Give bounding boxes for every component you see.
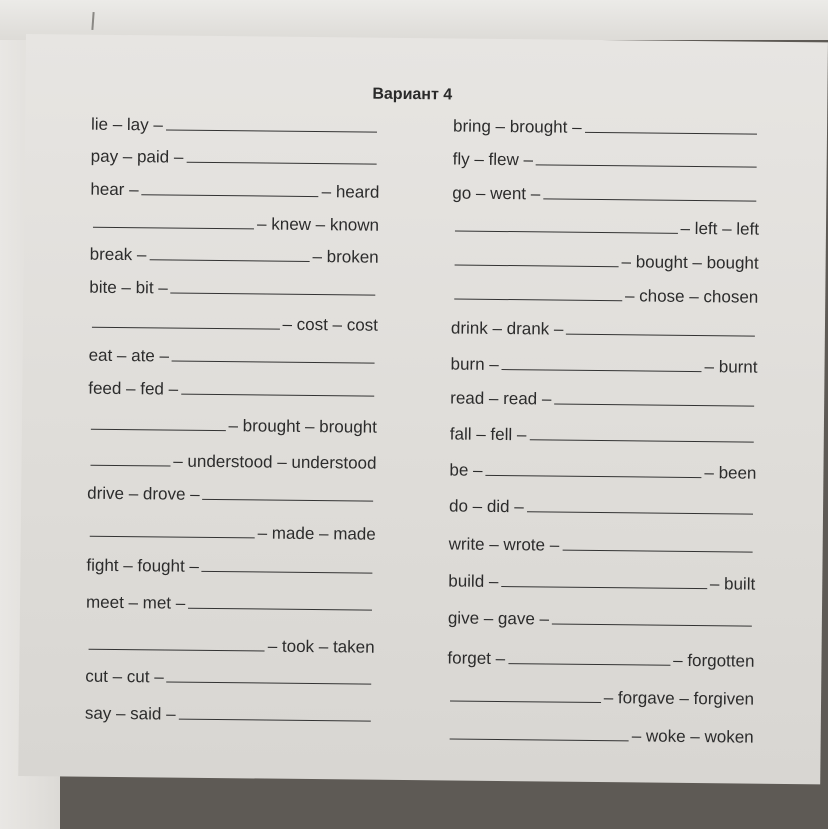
verb-form-text: eat – ate – bbox=[88, 345, 170, 366]
verb-form-text: meet – met – bbox=[85, 592, 186, 613]
verb-row bbox=[452, 181, 759, 206]
answer-blank[interactable] bbox=[529, 438, 753, 442]
verb-form-text: go – went – bbox=[452, 183, 541, 204]
answer-blank[interactable] bbox=[485, 474, 701, 478]
verb-row bbox=[86, 554, 375, 579]
answer-blank[interactable] bbox=[566, 333, 755, 337]
verb-row bbox=[87, 520, 376, 545]
verb-form-text: burn – bbox=[450, 354, 499, 374]
answer-blank[interactable] bbox=[554, 403, 754, 407]
answer-blank[interactable] bbox=[142, 193, 319, 197]
verb-form-text: bring – brought – bbox=[452, 116, 582, 137]
answer-blank[interactable] bbox=[166, 128, 377, 132]
answer-blank[interactable] bbox=[93, 226, 254, 230]
answer-blank[interactable] bbox=[90, 464, 170, 467]
answer-blank[interactable] bbox=[179, 718, 371, 722]
verb-form-text: – burnt bbox=[704, 357, 758, 377]
answer-blank[interactable] bbox=[181, 393, 374, 397]
verb-form-text: lie – lay – bbox=[90, 114, 163, 135]
verb-form-text: – woke – woken bbox=[631, 726, 754, 747]
verb-form-text: fall – fell – bbox=[449, 424, 527, 445]
verb-form-text: – chose – chosen bbox=[624, 286, 759, 307]
verb-row bbox=[85, 665, 374, 690]
answer-blank[interactable] bbox=[89, 648, 265, 652]
answer-blank[interactable] bbox=[92, 326, 280, 330]
verb-form-text: – been bbox=[704, 463, 757, 483]
verb-form-text: do – did – bbox=[448, 496, 524, 517]
verb-row bbox=[453, 114, 760, 139]
verb-form-text: bite – bit – bbox=[89, 277, 168, 298]
answer-blank[interactable] bbox=[171, 292, 376, 296]
verb-form-text: – forgotten bbox=[673, 650, 755, 671]
verb-row bbox=[447, 722, 754, 747]
answer-blank[interactable] bbox=[188, 607, 372, 611]
answer-blank[interactable] bbox=[527, 510, 753, 514]
verb-row bbox=[90, 243, 379, 268]
verb-row bbox=[452, 214, 759, 239]
verb-row bbox=[89, 344, 378, 369]
verb-row bbox=[451, 282, 758, 307]
verb-row bbox=[87, 482, 376, 507]
verb-row bbox=[448, 606, 755, 631]
answer-blank[interactable] bbox=[203, 498, 374, 502]
verb-row bbox=[89, 276, 378, 301]
verb-form-text: break – bbox=[89, 244, 147, 265]
answer-blank[interactable] bbox=[508, 662, 670, 666]
answer-blank[interactable] bbox=[450, 699, 601, 703]
verb-row bbox=[450, 386, 757, 411]
verb-form-text: be – bbox=[449, 460, 483, 480]
answer-blank[interactable] bbox=[90, 535, 255, 539]
verb-row bbox=[90, 178, 379, 203]
verb-row bbox=[447, 684, 754, 709]
verb-form-text: drink – drank – bbox=[450, 318, 564, 339]
verb-row bbox=[85, 702, 374, 727]
verb-form-text: read – read – bbox=[450, 388, 552, 409]
verb-form-text: fight – fought – bbox=[86, 555, 200, 576]
verb-row bbox=[450, 352, 757, 377]
answer-blank[interactable] bbox=[167, 681, 372, 685]
verb-row bbox=[449, 532, 756, 557]
answer-blank[interactable] bbox=[450, 737, 629, 741]
verb-form-text: fly – flew – bbox=[452, 149, 534, 170]
verb-form-text: build – bbox=[448, 571, 499, 591]
verb-form-text: – left – left bbox=[680, 218, 760, 239]
verb-form-text: write – wrote – bbox=[448, 534, 560, 555]
answer-blank[interactable] bbox=[536, 163, 757, 167]
worksheet-title: Вариант 4 bbox=[372, 85, 453, 104]
verb-form-text: give – gave – bbox=[447, 608, 550, 629]
verb-form-text: – bought – bought bbox=[621, 252, 759, 273]
answer-blank[interactable] bbox=[202, 570, 373, 574]
verb-row bbox=[449, 494, 756, 519]
verb-form-text: pay – paid – bbox=[90, 146, 184, 167]
verb-row bbox=[451, 316, 758, 341]
verb-row bbox=[88, 377, 377, 402]
verb-row bbox=[447, 646, 754, 671]
answer-blank[interactable] bbox=[172, 360, 375, 364]
verb-row bbox=[86, 591, 375, 616]
answer-blank[interactable] bbox=[91, 428, 226, 431]
verb-form-text: say – said – bbox=[84, 703, 176, 724]
verb-form-text: – heard bbox=[321, 182, 380, 202]
verb-form-text: – understood – understood bbox=[173, 451, 377, 473]
verb-form-text: – brought – brought bbox=[228, 416, 378, 437]
verb-form-text: – made – made bbox=[257, 523, 376, 544]
verb-row bbox=[448, 569, 755, 594]
background-top bbox=[0, 0, 828, 40]
answer-blank[interactable] bbox=[149, 258, 309, 262]
answer-blank[interactable] bbox=[585, 131, 757, 135]
verb-form-text: – forgave – forgiven bbox=[603, 688, 755, 709]
verb-form-text: – knew – known bbox=[257, 214, 380, 235]
answer-blank[interactable] bbox=[552, 623, 752, 627]
verb-row bbox=[91, 145, 380, 170]
answer-blank[interactable] bbox=[186, 161, 376, 165]
worksheet-page bbox=[18, 34, 828, 784]
verb-form-text: forget – bbox=[447, 648, 506, 669]
verb-row bbox=[90, 211, 379, 236]
verb-row bbox=[91, 113, 380, 138]
answer-blank[interactable] bbox=[502, 368, 702, 372]
verb-form-text: feed – fed – bbox=[88, 378, 179, 399]
verb-row bbox=[89, 311, 378, 336]
verb-form-text: cut – cut – bbox=[85, 666, 164, 687]
verb-row bbox=[453, 147, 760, 172]
verb-row bbox=[452, 248, 759, 273]
verb-form-text: drive – drove – bbox=[87, 483, 200, 504]
verb-row bbox=[87, 449, 376, 474]
answer-blank[interactable] bbox=[543, 197, 756, 201]
answer-blank[interactable] bbox=[501, 585, 707, 589]
answer-blank[interactable] bbox=[454, 297, 622, 301]
verb-row bbox=[86, 633, 375, 658]
verb-row bbox=[450, 422, 757, 447]
answer-blank[interactable] bbox=[455, 230, 678, 234]
verb-form-text: – cost – cost bbox=[282, 314, 379, 335]
verb-form-text: – took – taken bbox=[267, 636, 375, 657]
verb-form-text: – built bbox=[709, 574, 756, 594]
answer-blank[interactable] bbox=[562, 549, 752, 553]
verb-form-text: – broken bbox=[312, 247, 379, 267]
verb-row bbox=[449, 458, 756, 483]
answer-blank[interactable] bbox=[455, 264, 619, 268]
verb-row bbox=[88, 413, 377, 438]
verb-form-text: hear – bbox=[90, 179, 139, 200]
